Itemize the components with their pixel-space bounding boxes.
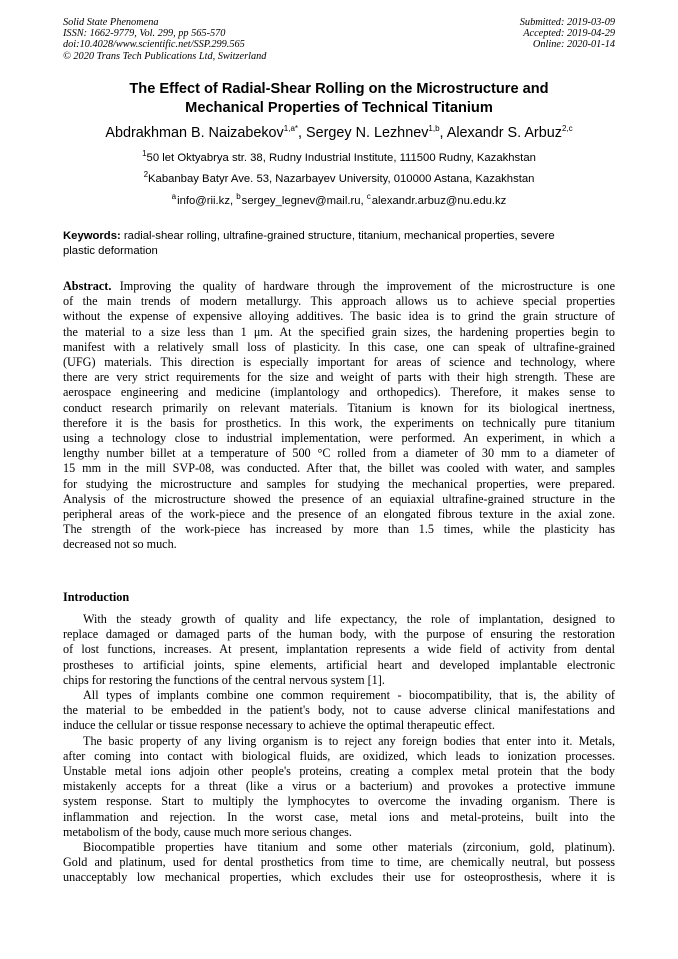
email-mark: c	[366, 192, 371, 202]
abstract-line: The strength of the work-piece has increased by more than 1.5 times, while the plasticity has	[63, 522, 615, 537]
author-name: Abdrakhman B. Naizabekov	[105, 125, 284, 141]
author-name: Sergey N. Lezhnev	[306, 125, 429, 141]
abstract-line: lengthy number billet at a temperature of 500 °C rolled from a diameter of 30 mm to a diameter of	[63, 446, 615, 461]
intro-line: after coming into contact with biological fluids, are oxidized, which leads to ionization processes.	[63, 748, 615, 763]
abstract-line	[63, 279, 615, 294]
affiliation-2	[30, 172, 648, 186]
abstract-label: Abstract.	[63, 279, 112, 293]
keywords-section	[63, 229, 619, 259]
author-affiliation-mark: 1,a*	[283, 124, 298, 134]
abstract-line: conduct research primarily on relevant materials. Titanium is known for its biological inertness,	[63, 400, 615, 415]
intro-line: inflammation and rejection. In the worst case, metal ions and metal-proteins, built into the	[63, 809, 615, 824]
abstract-line: using a technology close to industrial implementation, were performed. An experiment, in which a	[63, 431, 615, 446]
author-list: Abdrakhman B. Naizabekov$^{1,a*}$, Sergey N. Lezhnev$^{1,b}$, Alexandr S. Arbuz$^{2,c}$	[105, 124, 573, 141]
keywords-text: radial-shear rolling, ultrafine-grained structure, titanium, mechanical properties, severe	[123, 230, 555, 242]
intro-line: prostheses to artificial joints, spine elements, artificial heart and developed implantable electronic	[63, 657, 615, 672]
paper-title	[40, 80, 638, 118]
intro-line: induce the cellular or tissue response necessary to achieve the optimal therapeutic effect.	[63, 718, 495, 733]
abstract-line: manifest with a relatively small loss of plasticity. In this case, one can speak of ultrafine-grained	[63, 339, 615, 354]
author-name: Alexandr S. Arbuz	[446, 125, 562, 141]
accepted-date: Accepted: 2019-04-29	[523, 28, 615, 40]
affiliation-text: 50 let Oktyabrya str. 38, Rudny Industrial Institute, 111500 Rudny, Kazakhstan	[146, 152, 536, 164]
intro-line: mistakenly accepts for a threat (like a virus or a bacterium) and provokes a protective immune	[63, 779, 615, 794]
abstract-line: therefore it is the basis for prosthetics. In this work, the experiments on technically pure titanium	[63, 415, 615, 430]
keywords-line	[63, 229, 619, 244]
abstract-text: Improving the quality of hardware through the improvement of the microstructure is one	[119, 279, 616, 293]
affiliation-mark: 1	[142, 149, 147, 159]
title-line-2: Mechanical Properties of Technical Titanium	[185, 100, 493, 116]
intro-line: replace damaged or damaged parts of the human body, with the purpose of ensuring the restoration	[63, 627, 615, 642]
abstract-section	[63, 279, 615, 553]
email-link[interactable]: sergey_legnev@mail.ru	[241, 195, 361, 207]
abstract-line: Analysis of the microstructure showed the presence of an equiaxial ultrafine-grained structure in the	[63, 491, 615, 506]
intro-line: The basic property of any living organism is to reject any foreign bodies that enter into it. Metals,	[83, 733, 615, 748]
abstract-line: 15 mm in the mill SVP-08, was conducted. After that, the billet was cooled with water, and samples	[63, 461, 615, 476]
abstract-line: for studying the microstructure and samples for studying the mechanical properties, were prepared.	[63, 476, 615, 491]
introduction-section	[63, 612, 615, 886]
journal-doi: doi:10.4028/www.scientific.net/SSP.299.565	[63, 39, 245, 51]
intro-line: of lost functions, increases. At present, implantation represents a wide field of activity from dental	[63, 642, 615, 657]
submission-dates	[520, 17, 615, 51]
abstract-line: of the main trends of modern metallurgy. This approach allows us to achieve special properties	[63, 294, 615, 309]
intro-line: Gold and platinum, used for dental prosthetics from time to time, are chemically neutral, but possess	[63, 855, 615, 870]
affiliation-mark: 2	[143, 170, 149, 180]
abstract-line: the material to a size less than 1 μm. At the specified grain sizes, the hardening properties begin to	[63, 324, 615, 339]
intro-line: With the steady growth of quality and life expectancy, the role of implantation, designed to	[83, 612, 615, 626]
keywords-label: Keywords:	[63, 230, 121, 242]
abstract-line: peripheral areas of the work-piece and the presence of an elongated fibrous texture in the axial zone.	[63, 507, 615, 522]
abstract-line: (UFG) materials. This direction is especially important for areas of science and technology, where	[63, 355, 615, 370]
email-link[interactable]: info@rii.kz	[177, 195, 230, 207]
author-emails: $^a$ info@rii.kz, $^b$ sergey_legnev@mail.ru, $^c$ alexandr.arbuz@nu.edu.kz	[171, 192, 507, 207]
journal-info	[63, 17, 266, 62]
journal-issn: ISSN: 1662-9779, Vol. 299, pp 565-570	[63, 28, 226, 40]
author-affiliation-mark: 1,b	[428, 124, 440, 134]
intro-line: Unstable metal ions adjoin other people's proteins, creating a complex metal protein that the body	[63, 764, 615, 779]
abstract-line: without the expense of expensive alloying additives. The basic idea is to grind the grain structure of	[63, 309, 615, 324]
email-mark: a	[171, 192, 177, 202]
abstract-line: there are very strict requirements for the size and weight of parts with their high strength. These are	[63, 370, 615, 385]
journal-copyright: © 2020 Trans Tech Publications Ltd, Switzerland	[63, 50, 267, 62]
intro-line: unacceptably low mechanical properties, which excludes their use for osteoprosthesis, where it is	[63, 870, 615, 885]
affiliation-1	[30, 151, 648, 165]
affiliation-text: Kabanbay Batyr Ave. 53, Nazarbayev University, 010000 Astana, Kazakhstan	[148, 173, 535, 185]
intro-line: Biocompatible properties have titanium and some other materials (zirconium, gold, platinum).	[83, 840, 615, 855]
online-date: Online: 2020-01-14	[532, 39, 615, 51]
intro-line: All types of implants combine one common requirement - biocompatibility, that is, the ability of	[83, 688, 615, 703]
keywords-line: plastic deformation	[63, 245, 158, 257]
email-mark: b	[236, 192, 241, 202]
intro-line: the material to be embedded in the patient's body, not to cause adverse clinical manifestations and	[63, 703, 615, 718]
intro-line: metabolism of the body, cause much more serious changes.	[63, 824, 352, 839]
journal-name: Solid State Phenomena	[63, 17, 159, 28]
introduction-heading: Introduction	[63, 590, 130, 604]
intro-line: chips for restoring the functions of the central nervous system [1].	[63, 672, 385, 687]
abstract-line: aerospace engineering and medicine (implantology and orthopedics). Therefore, it makes sense to	[63, 385, 615, 400]
abstract-line: decreased not so much.	[63, 537, 177, 552]
author-affiliation-mark: 2,c	[561, 124, 573, 134]
email-link[interactable]: alexandr.arbuz@nu.edu.kz	[371, 195, 507, 207]
submitted-date: Submitted: 2019-03-09	[519, 17, 615, 28]
title-line-1: The Effect of Radial-Shear Rolling on the Microstructure and	[129, 81, 549, 97]
intro-line: system response. Start to multiply the lymphocytes to overcome the invading organism. There is	[63, 794, 615, 809]
